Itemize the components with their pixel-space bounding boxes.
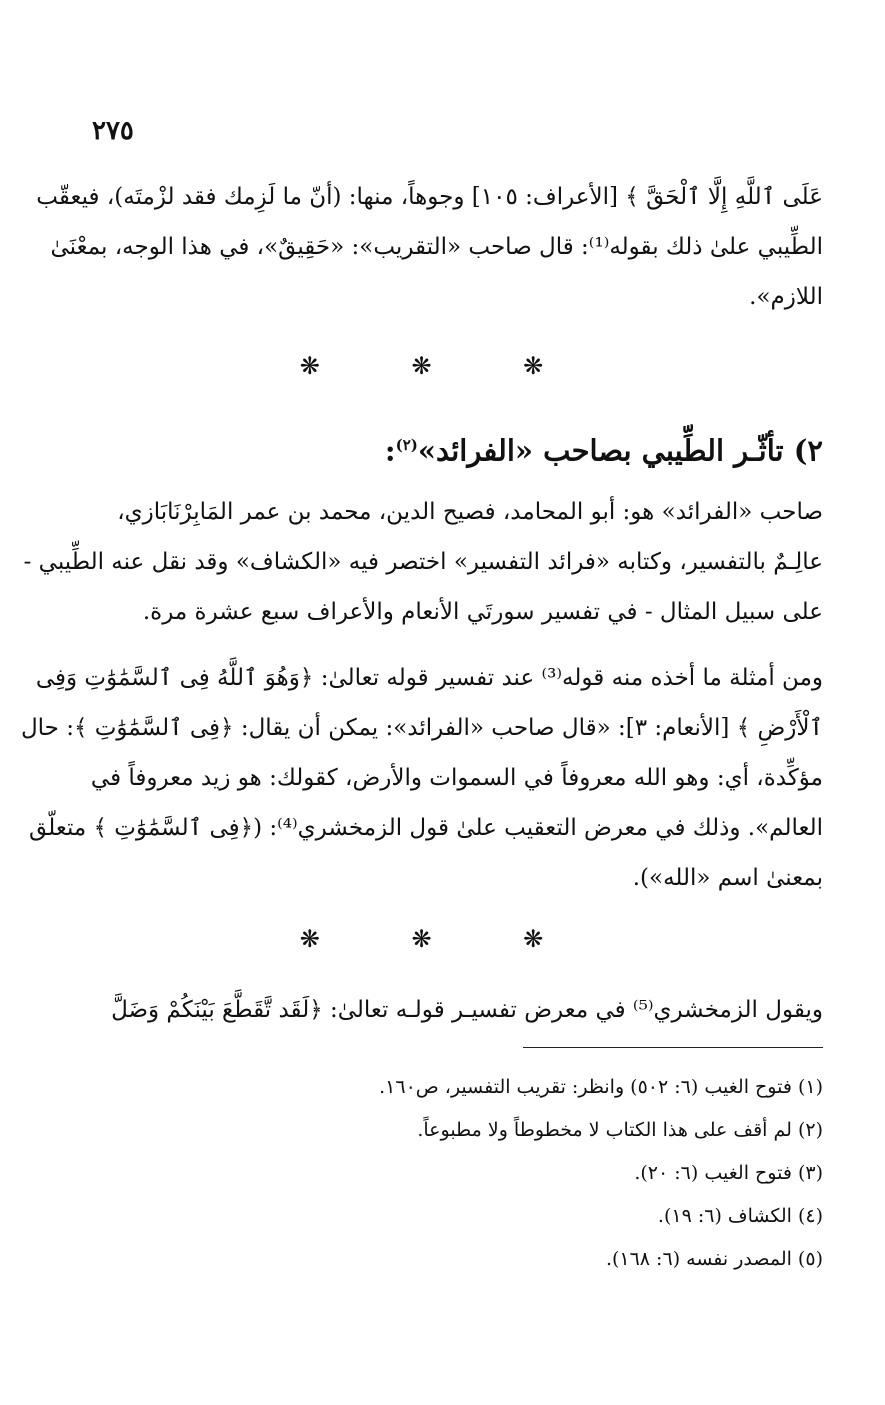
paragraph-continuation <box>36 172 823 322</box>
section-separator: ❋ ❋ ❋ <box>299 925 586 953</box>
footnote: (٤) الكشاف (٦: ١٩). <box>657 1205 823 1227</box>
text-line: العالم». وذلك في معرض التعقيب علىٰ قول الزمخشري⁽⁴⁾: (﴿فِى ٱلسَّمَٰوَٰتِ ﴾ متعلّق <box>29 815 823 841</box>
footnotes <box>62 1066 823 1281</box>
section-heading <box>62 420 823 476</box>
text-line: عالِـمٌ بالتفسير، وكتابه «فرائد التفسير» اختصر فيه «الكشاف» وقد نقل عنه الطِّيبي - <box>23 549 823 575</box>
paragraph-zamakhshari <box>62 985 823 1035</box>
text-line: على سبيل المثال - في تفسير سورتَي الأنعام والأعراف سبع عشرة مرة. <box>142 599 823 625</box>
footnote-divider <box>523 1047 823 1048</box>
footnote: (٥) المصدر نفسه (٦: ١٦٨). <box>605 1248 823 1270</box>
text-line: ومن أمثلة ما أخذه منه قوله⁽³⁾ عند تفسير قوله تعالىٰ: ﴿وَهُوَ ٱللَّهُ فِى ٱلسَّمَٰوَٰتِ وَفِى <box>35 665 823 691</box>
page-number: ٢٧٥ <box>92 116 134 146</box>
footnote: (٣) فتوح الغيب (٦: ٢٠). <box>634 1162 823 1184</box>
text-line: ويقول الزمخشري⁽⁵⁾ في معرض تفسيـر قولـه تعالىٰ: ﴿لَقَد تَّقَطَّعَ بَيْنَكُمْ وَضَلَّ <box>111 997 823 1023</box>
text-line: ٱلْأَرْضِ ﴾ [الأنعام: ٣]: «قال صاحب «الفرائد»: يمكن أن يقال: ﴿فِى ٱلسَّمَٰوَٰتِ ﴾: حال <box>20 715 823 741</box>
text-line: الطِّيبي علىٰ ذلك بقوله⁽¹⁾: قال صاحب «التقريب»: «حَقِيقٌ»، في هذا الوجه، بمعْنَىٰ <box>50 234 823 260</box>
paragraph-example <box>20 653 823 903</box>
text-line: اللازم». <box>749 284 823 310</box>
footnote-ref: (٢) <box>395 436 418 454</box>
text-line: صاحب «الفرائد» هو: أبو المحامد، فصيح الدين، محمد بن عمر المَابِرْنَابَازي، <box>117 499 823 525</box>
footnote: (١) فتوح الغيب (٦: ٥٠٢) وانظر: تقريب التفسير، ص١٦٠. <box>379 1076 823 1098</box>
text-line: مؤكِّدة، أي: وهو الله معروفاً في السموات والأرض، كقولك: هو زيد معروفاً في <box>90 765 823 791</box>
section-heading-text: ٢) تأثّـر الطِّيبي بصاحب «الفرائد» <box>417 433 823 468</box>
text-line: عَلَى ٱللَّهِ إِلَّا ٱلْحَقَّ ﴾ [الأعراف: ١٠٥] وجوهاً، منها: (أنّ ما لَزِمك فقد لزْمتَه)، فيعقّب <box>36 184 823 210</box>
text-line: بمعنىٰ اسم «الله»). <box>632 865 823 891</box>
footnote: (٢) لم أقف على هذا الكتاب لا مخطوطاً ولا مطبوعاً. <box>417 1119 823 1141</box>
section-separator: ❋ ❋ ❋ <box>299 352 586 380</box>
heading-colon: : <box>384 433 396 468</box>
paragraph-faraid-author <box>23 487 823 637</box>
